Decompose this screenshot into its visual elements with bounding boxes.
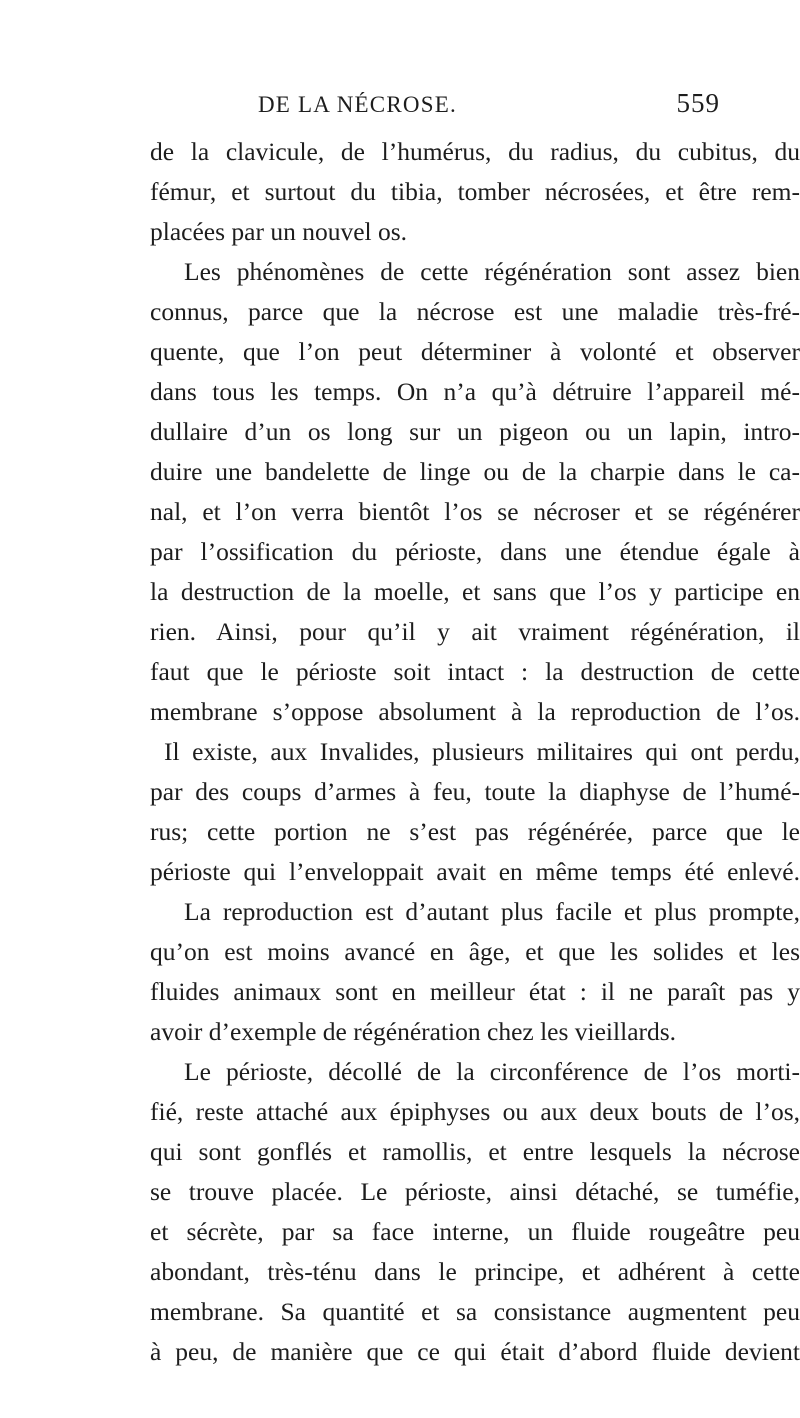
text-line: rien. Ainsi, pour qu’il y ait vraiment régénération, il <box>150 617 800 646</box>
body-text <box>150 132 800 1372</box>
text-line: avoir d’exemple de régénération chez les vieillards. <box>150 1017 677 1046</box>
text-line: à peu, de manière que ce qui était d’abord fluide devient <box>150 1337 800 1366</box>
text-line: La reproduction est d’autant plus facile et plus prompte, <box>184 897 800 926</box>
text-line: fémur, et surtout du tibia, tomber nécrosées, et être rem- <box>150 177 800 206</box>
text-line: abondant, très-ténu dans le principe, et adhérent à cette <box>150 1257 800 1286</box>
text-line: rus; cette portion ne s’est pas régénérée, parce que le <box>150 817 800 846</box>
text-line: faut que le périoste soit intact : la destruction de cette <box>150 657 800 686</box>
text-line: de la clavicule, de l’humérus, du radius, du cubitus, du <box>150 137 800 166</box>
page-number: 559 <box>676 88 720 118</box>
text-line: nal, et l’on verra bientôt l’os se nécroser et se régénérer <box>150 497 800 526</box>
text-line: quente, que l’on peut déterminer à volonté et observer <box>150 337 800 366</box>
text-line: par des coups d’armes à feu, toute la diaphyse de l’humé- <box>150 777 800 806</box>
text-line: par l’ossification du périoste, dans une étendue égale à <box>150 537 800 566</box>
text-line: membrane. Sa quantité et sa consistance augmentent peu <box>150 1297 800 1326</box>
text-line: Il existe, aux Invalides, plusieurs militaires qui ont perdu, <box>164 737 800 766</box>
text-line: membrane s’oppose absolument à la reproduction de l’os. <box>150 697 800 726</box>
text-line: dans tous les temps. On n’a qu’à détruire l’appareil mé- <box>150 377 800 406</box>
text-line: duire une bandelette de linge ou de la charpie dans le ca- <box>150 457 800 486</box>
text-line: Le périoste, décollé de la circonférence de l’os morti- <box>184 1057 800 1086</box>
text-line: fluides animaux sont en meilleur état : il ne paraît pas y <box>150 977 800 1006</box>
text-line: placées par un nouvel os. <box>150 217 408 246</box>
text-line: connus, parce que la nécrose est une maladie très-fré- <box>150 297 800 326</box>
text-line: fié, reste attaché aux épiphyses ou aux deux bouts de l’os, <box>150 1097 800 1126</box>
text-line: périoste qui l’enveloppait avait en même temps été enlevé. <box>150 857 800 886</box>
text-line: et sécrète, par sa face interne, un fluide rougeâtre peu <box>150 1217 800 1246</box>
text-line: Les phénomènes de cette régénération sont assez bien <box>184 257 800 286</box>
text-line: la destruction de la moelle, et sans que l’os y participe en <box>150 577 800 606</box>
running-head <box>150 88 720 128</box>
text-line: se trouve placée. Le périoste, ainsi détaché, se tuméfie, <box>150 1177 800 1206</box>
text-line: qui sont gonflés et ramollis, et entre lesquels la nécrose <box>150 1137 800 1166</box>
running-title: DE LA NÉCROSE. <box>258 92 457 117</box>
text-line: dullaire d’un os long sur un pigeon ou un lapin, intro- <box>150 417 800 446</box>
text-line: qu’on est moins avancé en âge, et que les solides et les <box>150 937 800 966</box>
